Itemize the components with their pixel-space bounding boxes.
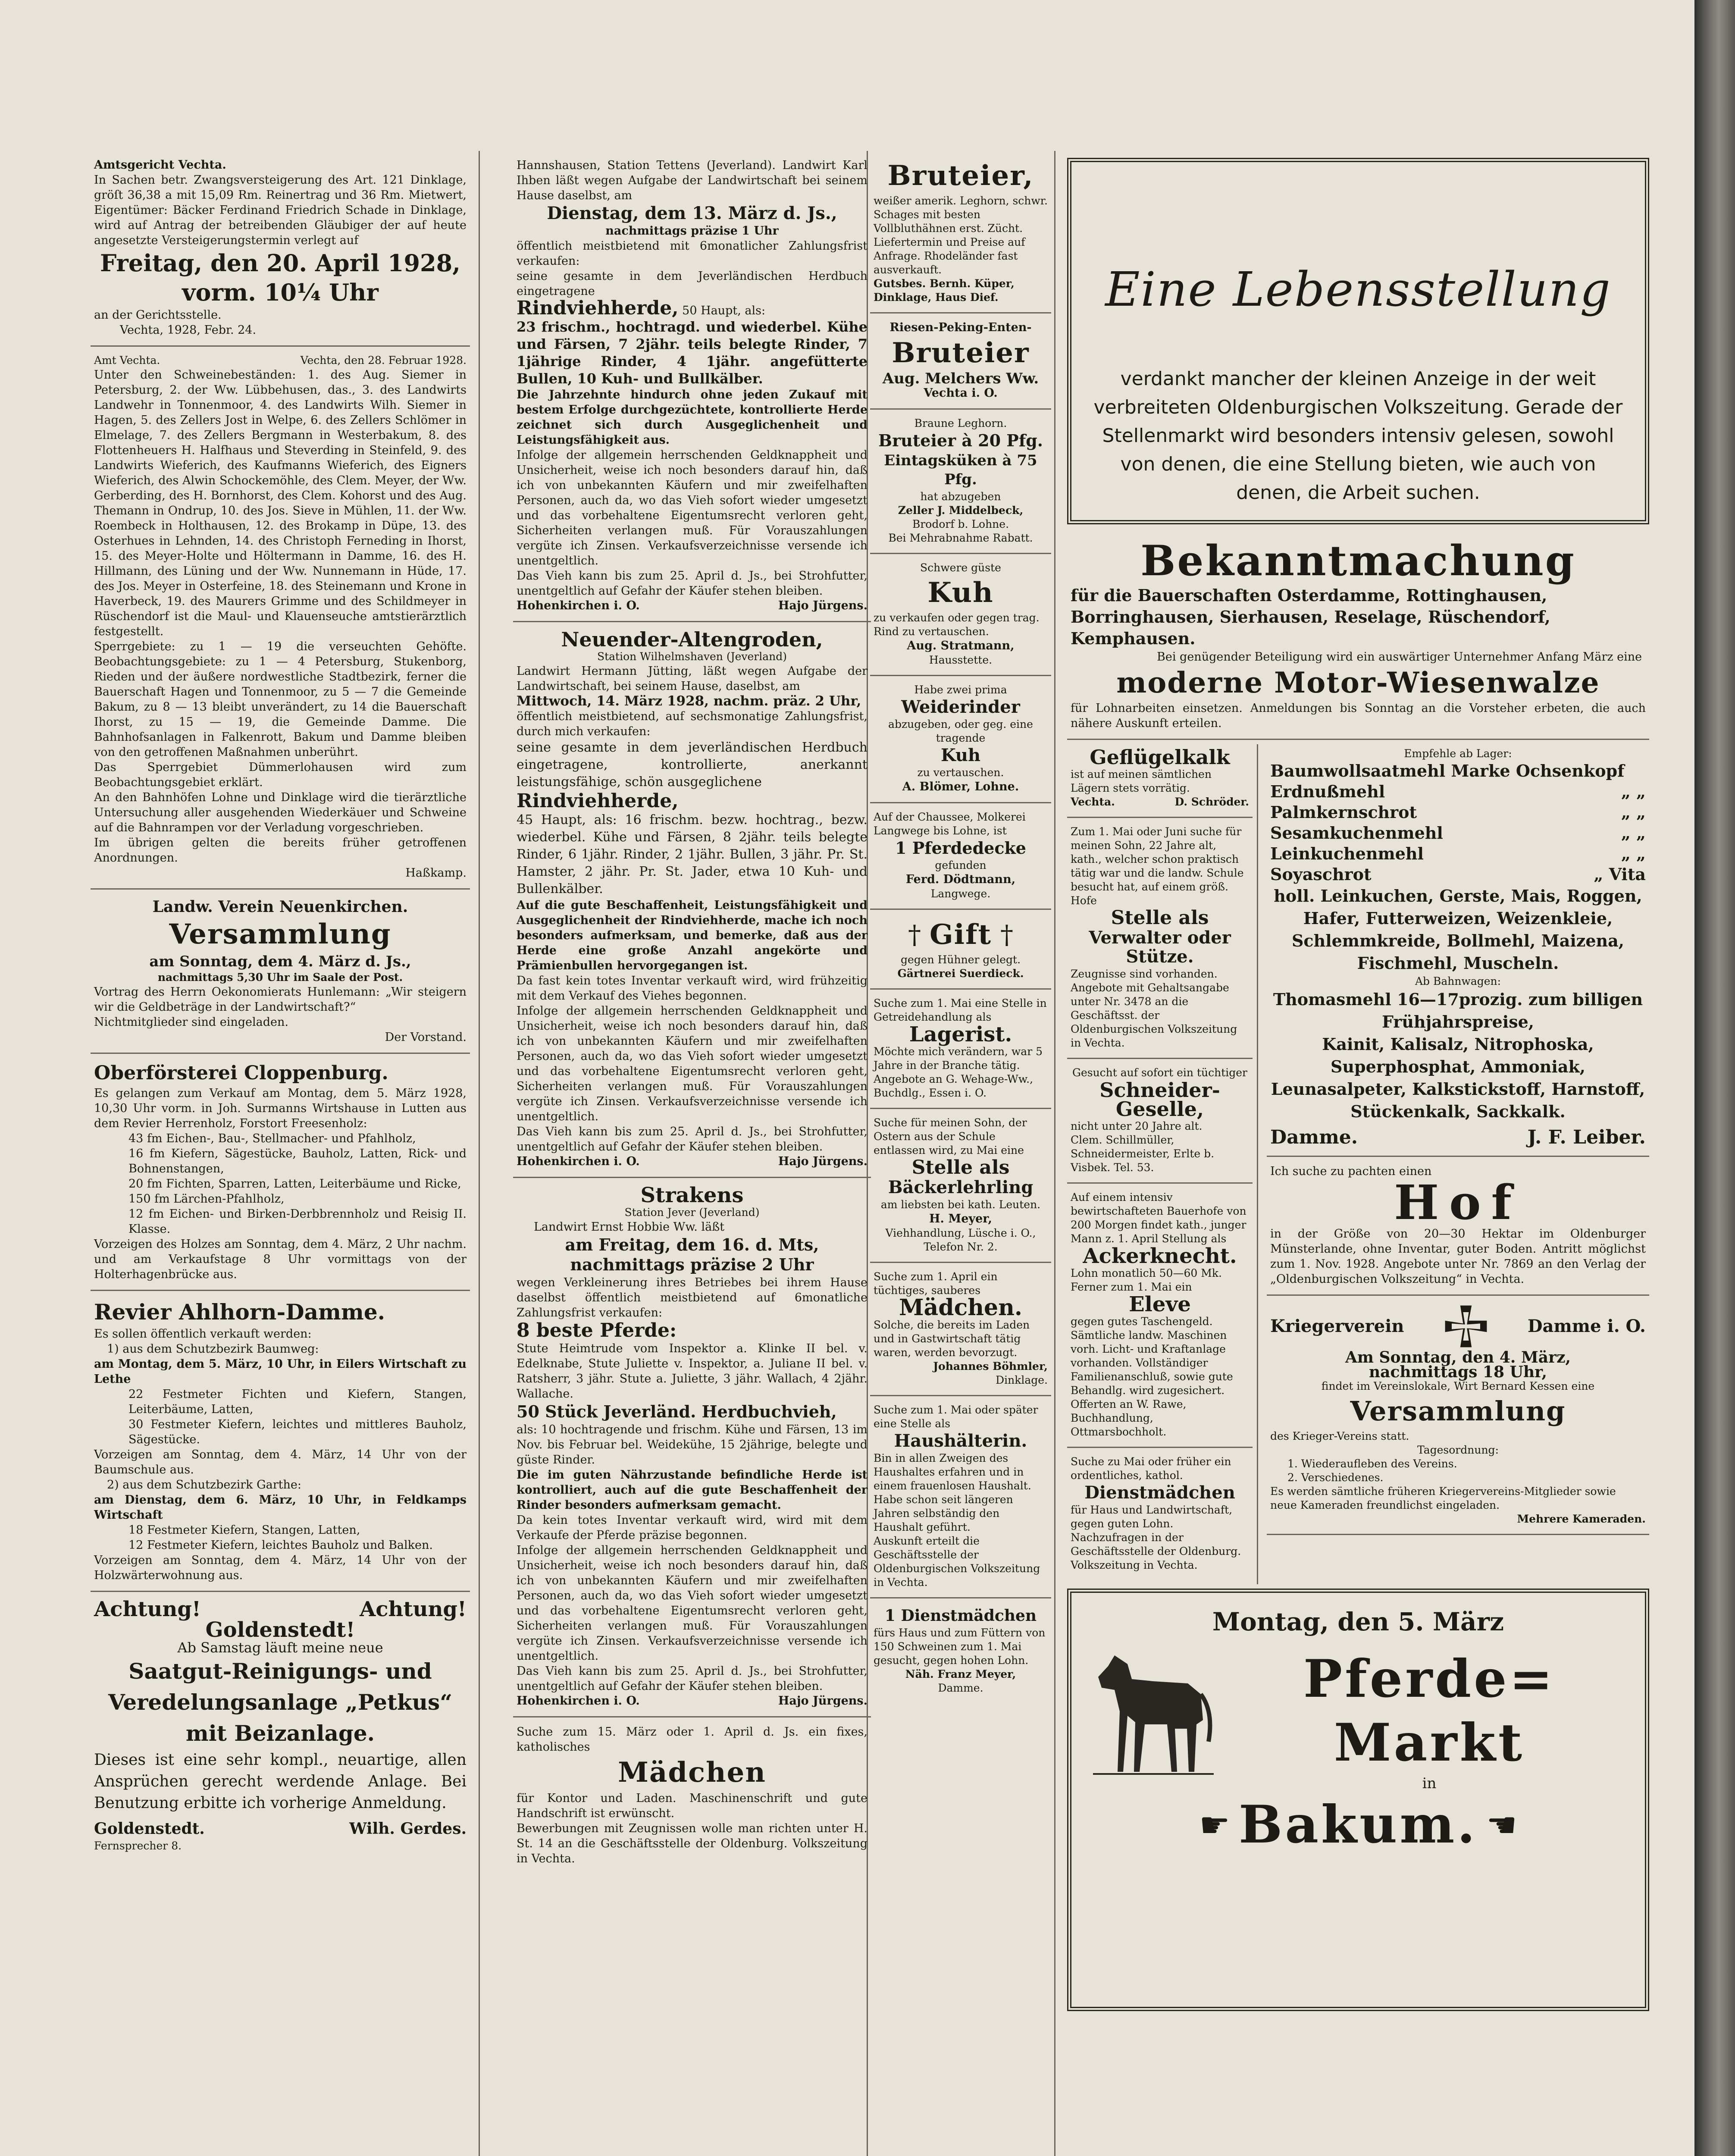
revier-notice: Revier Ahlhorn-Damme. Es sollen öffentlich verkauft werden: 1) aus dem Schutzbezirk Baumweg: am Montag, dem 5. März, 10 Uhr, in Eilers Wirtschaft zu Lethe 22 Festmeter Fichten und Kiefern, Stangen, Leiterbäume, Latten, 30 Festmeter Kiefern, leichtes und mittleres Bauholz, Sägestücke. Vorzeigen am Sonntag, dem 4. März, 14 Uhr von der Baumschule aus. 2) aus dem Schutzbezirk Garthe: am Dienstag, dem 6. März, 10 Uhr, in Feldkamps Wirtschaft 18 Festmeter Kiefern, Stangen, Latten, 12 Festmeter Kiefern, leichtes Bauholz und Balken. Vorzeigen am Sonntag, dem 4. März, 14 Uhr von der Holzwärterwohnung aus. [91,1295,470,1592]
pointing-hand-icon: ☚ [1486,1805,1517,1845]
pferdemarkt-place-row: ☛ Bakum. ☚ [1199,1794,1517,1855]
dienstmaedchen-ad: 1 Dienstmädchen fürs Haus und zum Füttern von 150 Schweinen zum 1. Mai gesucht, gegen hohen Lohn. Näh. Franz Meyer, Damme. [874,1607,1046,1694]
pferdedecke-ad: Auf der Chaussee, Molkerei Langwege bis Lohne, ist 1 Pferdedecke gefunden Ferd. Dödtmann, Langwege. [870,808,1051,910]
kuh-ad: Schwere güste Kuh zu verkaufen oder gegen trag. Rind zu vertauschen. Aug. Stratmann, Hausstette. [870,558,1051,676]
column-3 [870,155,1051,1707]
horse-icon [1089,1647,1218,1789]
ackerknecht-ad: Auf einem intensiv bewirtschafteten Bauerhofe von 200 Morgen findet kath., junger Mann z. 1. April Stellung als Ackerknecht. Lohn monatlich 50—60 Mk. Ferner zum 1. Mai ein Eleve gegen gutes Taschengeld. Sämtliche landw. Maschinen vorh. Licht- und Kraftanlage vorhanden. Vollständiger Familienanschluß, sowie gute Behandlg. wird zugesichert. Offerten an W. Rawe, Buchhandlung, Ottmarsbochholt. [1067,1188,1253,1448]
gift-ad: † Gift † gegen Hühner gelegt. Gärtnerei Suerdieck. [870,914,1051,990]
auction-strakens: Strakens Station Jever (Jeverland) Landwirt Ernst Hobbie Ww. läßt am Freitag, dem 16. d. Mts, nachmittags präzise 2 Uhr wegen Verkleinerung ihres Betriebes bei ihrem Hause daselbst öffentlich meistbietend auf 6monatliche Zahlungsfrist verkaufen: 8 beste Pferde: Stute Heimtrude vom Inspektor a. Klinke II bel. v. Edelknabe, Stute Juliette v. Inspektor, a. Juliane II bel. v. Ratsherr, 3 jähr. Stute a. Juliette, 3 jähr. Wallach, 4 2jähr. Wallache. 50 Stück Jeverländ. Herdbuchvieh, als: 10 hochtragende und frischm. Kühe und Färsen, 13 im Nov. bis Februar bel. Weidekühe, 15 2jährige, belegte und güste Rinder. Die im guten Nährzustande befindliche Herde ist kontrolliert, auch auf die gute Beschaffenheit der Rinder besonders aufmerksam gemacht. Da kein totes Inventar verkauft wird, wird mit dem Verkaufe der Pferde präzise begonnen. Infolge der allgemein herrschenden Geldknappheit und Unsicherheit, weise ich noch besonders darauf hin, daß ich von unbekannten Käufern und mir zweifelhaften Personen, auch da, wo das Vieh sofort wieder umgesetzt und das vorbehaltene Eigentumsrecht verloren geht, Sicherheiten verlangen muß. Für Vorauszahlungen vergüte ich Zinsen. Verkaufsverzeichnisse versende ich unentgeltlich. Das Vieh kann bis zum 25. April d. Js., bei Strohfutter, unentgeltlich auf Gefahr der Käufer stehen bleiben. Hohenkirchen i. O. Hajo Jürgens. [513,1182,871,1717]
gefluegelkalk-ad: Geflügelkalk ist auf meinen sämtlichen Lägern stets vorrätig. Vechta. D. Schröder. [1067,744,1253,818]
column-rule [479,151,480,2156]
lagerist-ad: Suche zum 1. Mai eine Stelle in Getreidehandlung als Lagerist. Möchte mich verändern, war 5 Jahre in der Branche tätig. Angebote an G. Wehage-Ww., Buchdlg., Essen i. O. [870,994,1051,1109]
weiderinder-ad: Habe zwei prima Weiderinder abzugeben, oder geg. eine tragende Kuh zu vertauschen. A. Blömer, Lohne. [870,680,1051,803]
achtung-ad: Achtung! Achtung! Goldenstedt! Ab Samstag läuft meine neue Saatgut-Reinigungs- und Veredelungsanlage „Petkus“ mit Beizanlage. Dieses ist eine sehr kompl., neuartige, allen Ansprüchen gerecht werdende Anlage. Bei Benutzung erbitte ich vorherige Anmeldung. Goldenstedt. Wilh. Gerdes. Fernsprecher 8. [94,1597,467,1852]
column-2 [513,155,871,1878]
amt-vechta-notice: Amt Vechta. Vechta, den 28. Februar 1928. Unter den Schweinebeständen: 1. des Aug. Siemer in Petersburg, 2. der Ww. Lübbehusen, das., 3. des Landwirts Landwehr in Tonnenmoor, 4. des Landwirts Wilh. Siemer in Hagen, 5. des Zellers Jost in Welpe, 6. des Zellers Schlömer in Elmelage, 7. des Zellers Bergmann in Westerbakum, 8. des Flottenheuers H. Halfhaus und Steverding in Steinfeld, 9. des Landwirts Wieferich, des Kaufmanns Wieferich, des Eigners Wieferich, des Alwin Schockemöhle, des Clem. Meyer, der Ww. Gerberding, des H. Bornhorst, des Clem. Kohorst und des Aug. Themann in Ondrup, 10. des Jos. Sieve in Mühlen, 11. der Ww. Roembeck in Holthausen, 12. des Brokamp in Düpe, 13. des Osterhues in Lehnden, 14. des Christoph Ferneding in Ihorst, 15. des Meyer-Holte und Höltermann in Damme, 16. des H. Hillmann, des Lüning und der Ww. Nunnemann in Hüde, 17. des Jos. Meyer in Osterfeine, 18. des Steinemann und Krone in Haverbeck, 19. des Maurers Grimme und des Schildmeyer in Rüschendorf ist die Maul- und Klauenseuche amtstierärztlich festgestellt. Sperrgebiete: zu 1 — 19 die verseuchten Gehöfte. Beobachtungsgebiete: zu 1 — 4 Petersburg, Stukenborg, Rieden und der äußere nordwestliche Stadtbezirk, ferner die Bauerschaft Hagen und Tonnenmoor, zu 5 — 7 die Gemeinde Bakum, zu 8 — 13 bleibt unverändert, zu 14 die Bauerschaft Ihorst, zu 15 — 19, die Gemeinde Damme. Die Bahnhofsanlagen in Falkenrott, Bakum und Damme bleiben von den getroffenen Maßnahmen unberührt. Das Sperrgebiet Dümmerlohausen wird zum Beobachtungsgebiet erklärt. An den Bahnhöfen Lohne und Dinklage wird die tierärztliche Untersuchung aller ausgehenden Wiederkäuer und Schweine auf die Bahnrampen vor der Verladung vorgeschrieben. Im übrigen gelten die bereits früher getroffenen Anordnungen. Haßkamp. [91,351,470,890]
maedchen-ad: Suche zum 15. März oder 1. April d. Js. ein fixes, katholisches Mädchen für Kontor und Laden. Maschinenschrift und gute Handschrift ist erwünscht. Bewerbungen mit Zeugnissen wolle man richten unter H. St. 14 an die Geschäftsstelle der Oldenburg. Volkszeitung in Vechta. [517,1725,868,1865]
pferdemarkt-box: Montag, den 5. März Pferde= Markt in ☛ Bakum. ☚ [1067,1589,1649,2011]
auction-neuender: Neuender-Altengroden, Station Wilhelmshaven (Jeverland) Landwirt Hermann Jütting, läßt wegen Aufgabe der Landwirtschaft, bei seinem Hause, daselbst, am Mittwoch, 14. März 1928, nachm. präz. 2 Uhr, öffentlich meistbietend, auf sechsmonatige Zahlungsfrist, durch mich verkaufen: seine gesamte in dem jeverländischen Herdbuch eingetragene, kontrollierte, anerkannt leistungsfähige, schön ausgeglichene Rindviehherde, 45 Haupt, als: 16 frischm. bezw. hochtrag., bezw. wiederbel. Kühe und Färsen, 8 2jähr. teils belegte Rinder, 6 1jähr. Rinder, 2 1jähr. Bullen, 3 jähr. Pr. St. Hamster, 2 jähr. Pr. St. Jader, etwa 10 Kuh- und Bullenkälber. Auf die gute Beschaffenheit, Leistungsfähigkeit und Ausgeglichenheit der Rindviehherde, mache ich noch besonders aufmerksam, und bemerke, daß aus der Herde eine große Anzahl angekörte und Prämienbullen hervorgegangen ist. Da fast kein totes Inventar verkauft wird, wird frühzeitig mit dem Verkauf des Viehes begonnen. Infolge der allgemein herrschenden Geldknappheit und Unsicherheit, weise ich noch besonders darauf hin, daß ich von unbekannten Käufern und mir zweifelhaften Personen, auch da, wo das Vieh sofort wieder umgesetzt und das vorbehaltene Eigentumsrecht verloren geht, Sicherheiten verlangen muß. Für Vorauszahlungen vergüte ich Zinsen. Verkaufsverzeichnisse versende ich unentgeltlich. Das Vieh kann bis zum 25. April d. Js., bei Strohfutter, unentgeltlich auf Gefahr der Käufer stehen bleiben. Hohenkirchen i. O. Hajo Jürgens. [513,627,871,1178]
iron-cross-icon [1442,1303,1490,1350]
lebensstellung-box: Eine Lebensstellung verdankt mancher der kleinen Anzeige in der weit verbreiteten Oldenburgischen Volkszeitung. Gerade der Stellenmarkt wird besonders intensiv gelesen, sowohl von denen, die eine Stellung bieten, wie auch von denen, die Arbeit suchen. [1067,158,1649,524]
verein-versammlung-ad: Landw. Verein Neuenkirchen. Versammlung am Sonntag, dem 4. März d. Js., nachmittags 5,30 Uhr im Saale der Post. Vortrag des Herrn Oekonomierats Hunlemann: „Wir steigern wir die Geldbeträge in der Landwirtschaft?“ Nichtmitglieder sind eingeladen. Der Vorstand. [91,894,470,1054]
col4-left [1067,744,1258,1584]
maedchen-2-ad: Suche zum 1. April ein tüchtiges, sauberes Mädchen. Solche, die bereits im Laden und in Gastwirtschaft tätig waren, werden bevorzugt. Johannes Böhmler, Dinklage. [870,1267,1051,1396]
column-4 [1067,155,1649,2021]
dienstmaedchen-2-ad: Suche zu Mai oder früher ein ordentliches, kathol. Dienstmädchen für Haus und Landwirtschaft, gegen guten Lohn. Nachzufragen in der Geschäftsstelle der Oldenburg. Volkszeitung in Vechta. [1071,1455,1241,1571]
pferdemarkt-titles: Pferde= Markt in [1303,1648,1556,1792]
dagger-icon: † [1000,920,1014,950]
auction-hannshausen: Hannshausen, Station Tettens (Jeverland). Landwirt Karl Ihben läßt wegen Aufgabe der Landwirtschaft bei seinem Hause daselbst, am Dienstag, dem 13. März d. Js., nachmittags präzise 1 Uhr öffentlich meistbietend mit 6monatlicher Zahlungsfrist verkaufen: seine gesamte in dem Jeverländischen Herdbuch eingetragene Rindviehherde, 50 Haupt, als: 23 frischm., hochtragd. und wiederbel. Kühe und Färsen, 7 2jähr. teils belegte Rinder, 7 1jährige Rinder, 4 1jähr. angefütterte Bullen, 10 Kuh- und Bullkälber. Die Jahrzehnte hindurch ohne jeden Zukauf mit bestem Erfolge durchgezüchtete, kontrollierte Herde zeichnet sich durch Ausgeglichenheit und Leistungsfähigkeit aus. Infolge der allgemein herrschenden Geldknappheit und Unsicherheit, weise ich noch besonders darauf hin, daß ich von unbekannten Käufern und mir zweifelhaften Personen, auch da, wo das Vieh sofort wieder umgesetzt und das vorbehaltene Eigentumsrecht verloren geht, Sicherheiten verlangen muß. Für Vorauszahlungen vergüte ich Zinsen. Verkaufsverzeichnisse versende ich unentgeltlich. Das Vieh kann bis zum 25. April d. Js., bei Strohfutter, unentgeltlich auf Gefahr der Käufer stehen bleiben. Hohenkirchen i. O. Hajo Jürgens. [513,155,871,622]
col4-split [1067,744,1649,1584]
kriegerverein-ad: Kriegerverein Damme i. O. Am Sonntag, den 4. März, nachmittags 18 Uhr, findet im Vereinslokale, Wirt Bernard Kessen eine Versammlung des Krieger-Vereins statt. Tagesordnung: 1. Wiederaufleben des Vereins. 2. Verschiedenes. Es werden sämtliche früheren Kriegervereins-Mitglieder sowie neue Kameraden freundlichst eingeladen. Mehrere Kameraden. [1267,1300,1649,1535]
lager-ad: Empfehle ab Lager: Baumwollsaatmehl Marke Ochsenkopf Erdnußmehl „ „ Palmkernschrot „ „ Sesamkuchenmehl „ „ Leinkuchenmehl „ „ Soyaschrot „ Vita holl. Leinkuchen, Gerste, Mais, Roggen, Hafer, Futterweizen, Weizenkleie, Schlemmkreide, Bollmehl, Maizena, Fischmehl, Muscheln. Ab Bahnwagen: Thomasmehl 16—17prozig. zum billigen Frühjahrspreise, Kainit, Kalisalz, Nitrophoska, Superphosphat, Ammoniak, Leunasalpeter, Kalkstickstoff, Harnstoff, Stückenkalk, Sackkalk. Damme. J. F. Leiber. [1267,744,1649,1157]
leghorn-ad: Braune Leghorn. Bruteier à 20 Pfg. Eintagsküken à 75 Pfg. hat abzugeben Zeller J. Middelbeck, Brodorf b. Lohne. Bei Mehrabnahme Rabatt. [870,414,1051,554]
col4-right [1258,744,1649,1584]
oberfoersterei-notice: Oberförsterei Cloppenburg. Es gelangen zum Verkauf am Montag, dem 5. März 1928, 10,30 Uhr vorm. in Joh. Surmanns Wirtshause in Lutten aus dem Revier Herrenholz, Forstort Freesenholz: 43 fm Eichen-, Bau-, Stellmacher- und Pfahlholz, 16 fm Kiefern, Sägestücke, Bauholz, Latten, Rick- und Bohnenstangen, 20 fm Fichten, Sparren, Latten, Leiterbäume und Ricke, 150 fm Lärchen-Pfahlholz, 12 fm Eichen- und Birken-Derbbrennholz und Reisig II. Klasse. Vorzeigen des Holzes am Sonntag, dem 4. März, 2 Uhr nachm. und am Verkaufstage 8 Uhr vormittags von der Holterhagenbrücke aus. [91,1058,470,1291]
page-edge [1694,0,1735,2156]
haushaelterin-ad: Suche zum 1. Mai oder später eine Stelle als Haushälterin. Bin in allen Zweigen des Haushaltes erfahren und in einem frauenlosen Haushalt. Habe schon seit längeren Jahren selbständig den Haushalt geführt. Auskunft erteilt die Geschäftsstelle der Oldenburgischen Volkszeitung in Vechta. [870,1401,1051,1598]
pferdemarkt-body [1089,1645,1628,1790]
peking-bruteier-ad: Riesen-Peking-Enten- Bruteier Aug. Melchers Ww. Vechta i. O. [870,318,1051,410]
hof-ad: Ich suche zu pachten einen Hof in der Größe von 20—30 Hektar im Oldenburger Münsterlande, ohne Inventar, guter Boden. Antritt möglichst zum 1. Nov. 1928. Angebote unter Nr. 7869 an den Verlag der „Oldenburgischen Volkszeitung“ in Vechta. [1267,1161,1649,1296]
verwalter-ad: Zum 1. Mai oder Juni suche für meinen Sohn, 22 Jahre alt, kath., welcher schon praktisch tätig war und die landw. Schule besucht hat, auf einem größ. Hofe Stelle als Verwalter oder Stütze. Zeugnisse sind vorhanden. Angebote mit Gehaltsangabe unter Nr. 3478 an die Geschäftsst. der Oldenburgischen Volkszeitung in Vechta. [1067,822,1253,1059]
column-1 [91,155,470,1865]
amtsgericht-notice: Amtsgericht Vechta. In Sachen betr. Zwangsversteigerung des Art. 121 Dinklage, gröſt 36,38 a mit 15,09 Rm. Reinertrag und 36 Rm. Mietwert, Eigentümer: Bäcker Ferdinand Friedrich Schade in Dinklage, wird auf Antrag der betreibenden Gläubiger der auf heute angesetzte Versteigerungstermin verlegt auf Freitag, den 20. April 1928, vorm. 10¼ Uhr an der Gerichtsstelle. Vechta, 1928, Febr. 24. [91,155,470,347]
dagger-icon: † [908,920,921,950]
column-rule [1054,151,1055,2156]
bekanntmachung-notice: Bekanntmachung für die Bauerschaften Osterdamme, Rottinghausen, Borringhausen, Sierhausen, Reselage, Rüschendorf, Kemphausen. Bei genügender Beteiligung wird ein auswärtiger Unternehmer Anfang März eine moderne Motor-Wiesenwalze für Lohnarbeiten einsetzen. Anmeldungen bis Sonntag an die Vorsteher erbeten, die auch nähere Auskunft erteilen. [1067,535,1649,740]
bruteier-ad: Bruteier, weißer amerik. Leghorn, schwr. Schages mit besten Vollbluthähnen erst. Zücht. Liefertermin und Preise auf Anfrage. Rhodeländer fast ausverkauft. Gutsbes. Bernh. Küper, Dinklage, Haus Dief. [870,155,1051,313]
baeckerlehrling-ad: Suche für meinen Sohn, der Ostern aus der Schule entlassen wird, zu Mai eine Stelle als Bäckerlehrling am liebsten bei kath. Leuten. H. Meyer, Viehhandlung, Lüsche i. O., Telefon Nr. 2. [870,1113,1051,1263]
pointing-hand-icon: ☛ [1199,1805,1230,1845]
schneider-ad: Gesucht auf sofort ein tüchtiger Schneider-Geselle, nicht unter 20 Jahre alt. Clem. Schillmüller, Schneidermeister, Erlte b. Visbek. Tel. 53. [1067,1063,1253,1184]
